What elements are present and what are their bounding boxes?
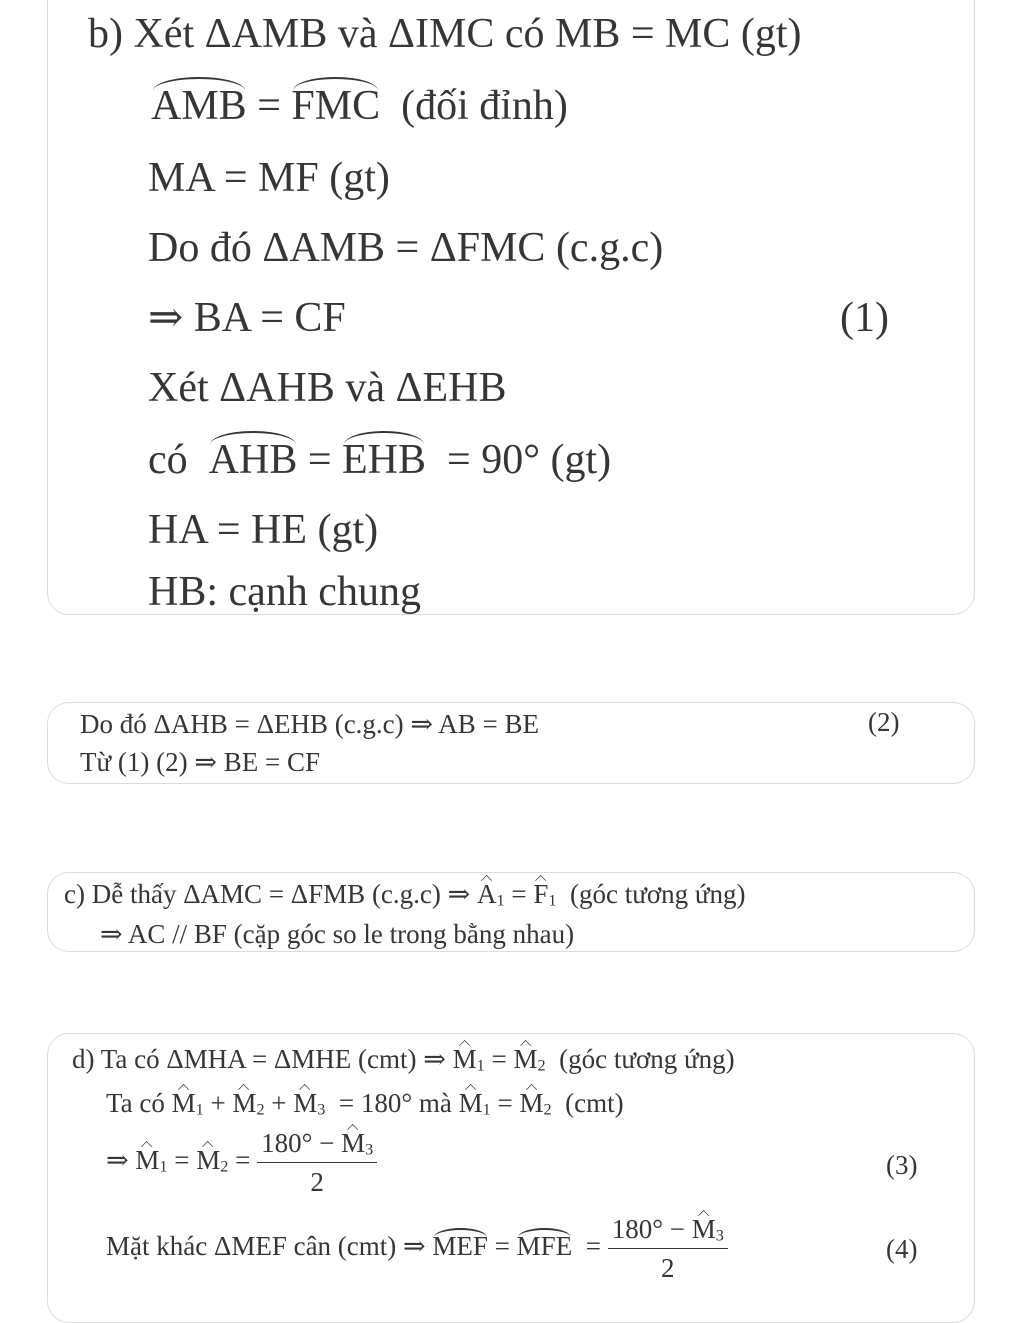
subscript: 1 [195,1100,204,1119]
right-angle-text: = 90° (gt) [426,437,612,483]
fraction-denominator: 2 [661,1252,675,1283]
part-b-line-2 [151,85,568,127]
angle-a1 [477,881,497,908]
angle-fmc: FMC [291,83,381,129]
equation-ref-3: (3) [886,1150,918,1180]
angle-m3 [293,1090,317,1117]
angle-m2 [232,1090,256,1117]
angle-m2 [519,1090,543,1117]
part-b-line-6: Xét ΔAHB và ΔEHB [148,365,507,411]
subscript: 3 [365,1140,374,1159]
solution-box-part-b [47,0,975,615]
angle-letter: M [513,1044,538,1074]
angle-ahb: AHB [208,437,298,483]
angle-letter: M [341,1128,366,1158]
subscript: 1 [476,1056,485,1075]
angle-letter: F [533,879,549,909]
angle-m2 [513,1046,537,1073]
angle-letter: A [477,879,497,909]
solution-box-part-b-conclusion [47,702,975,784]
equals-sign: = [572,1231,608,1262]
angle-ehb: EHB [342,437,427,483]
angle-amb: AMB [151,83,247,129]
equals-sign: = [297,437,343,483]
angle-mef: MEF [432,1231,488,1262]
reason-text: (góc tương ứng) [556,879,746,909]
equals-sign: = [228,1145,258,1176]
angle-letter: M [135,1145,160,1176]
angle-mfe: MFE [516,1231,573,1262]
equation-ref-2: (2) [868,707,900,737]
part-b-line-5: ⇒ BA = CF [148,295,346,341]
plus-sign: + [203,1088,233,1118]
prefix-text: Ta có [106,1088,172,1118]
part-b-line-8: HA = HE (gt) [148,507,379,553]
part-c-line-2: ⇒ AC // BF (cặp góc so le trong bằng nhau) [100,919,575,949]
part-d-line-1 [72,1046,735,1074]
part-b-statement: Xét ΔAMB và ΔIMC có MB = MC (gt) [133,11,802,57]
part-b-label: b) [88,11,123,57]
equals-sign: = [484,1044,514,1074]
angle-letter: M [293,1088,318,1118]
angle-m3 [692,1216,716,1243]
plus-sign: + [264,1088,294,1118]
equals-sign: = [246,83,292,129]
sum-text: = 180° mà [325,1088,459,1118]
angle-letter: M [691,1214,716,1244]
fraction-denominator: 2 [310,1166,324,1197]
fraction-numerator [257,1130,377,1163]
part-b-line-3: MA = MF (gt) [148,155,390,201]
part-b2-line-1: Do đó ΔAHB = ΔEHB (c.g.c) ⇒ AB = BE [80,709,540,739]
subscript: 2 [220,1157,229,1176]
equals-sign: = [167,1145,197,1176]
angle-letter: M [519,1088,544,1118]
angle-m1 [459,1090,483,1117]
prefix-text: Mặt khác ΔMEF cân (cmt) ⇒ [106,1231,433,1262]
angle-m3 [341,1130,365,1157]
subscript: 1 [548,891,557,910]
subscript: 1 [496,891,505,910]
equals-sign: = [487,1231,517,1262]
subscript: 3 [317,1100,326,1119]
angle-letter: M [196,1145,221,1176]
angle-letter: M [232,1088,257,1118]
subscript: 1 [159,1157,168,1176]
part-b-line-1 [88,13,802,55]
part-d-line-2 [106,1090,624,1118]
angle-m1 [135,1147,159,1174]
subscript: 2 [256,1100,265,1119]
angle-f1 [533,881,548,908]
reason-text: (cmt) [551,1088,624,1118]
fraction [608,1216,728,1282]
equation-ref-4: (4) [886,1234,918,1264]
part-b-line-9: HB: cạnh chung [148,569,421,615]
subscript: 2 [537,1056,546,1075]
solution-box-part-c [47,872,975,952]
reason-text: (đối đỉnh) [380,83,568,129]
subscript: 3 [715,1226,724,1245]
prefix-text: c) Dễ thấy ΔAMC = ΔFMB (c.g.c) ⇒ [64,879,478,909]
fraction [257,1130,377,1196]
equation-ref-1: (1) [840,295,889,341]
equals-sign: = [504,879,534,909]
angle-letter: M [171,1088,196,1118]
prefix-text: d) Ta có ΔMHA = ΔMHE (cmt) ⇒ [72,1044,453,1074]
part-b-line-7 [148,439,611,481]
fraction-numerator [608,1216,728,1249]
subscript: 2 [543,1100,552,1119]
subscript: 1 [482,1100,491,1119]
angle-letter: M [452,1044,477,1074]
equals-sign: = [490,1088,520,1118]
angle-m1 [453,1046,477,1073]
angle-m1 [172,1090,196,1117]
part-d-line-3 [106,1130,377,1196]
numerator-text: 180° − [261,1128,342,1158]
angle-m2 [196,1147,220,1174]
part-b2-line-2: Từ (1) (2) ⇒ BE = CF [80,747,320,777]
prefix-text: có [148,437,209,483]
reason-text: (góc tương ứng) [545,1044,735,1074]
implies-sign: ⇒ [106,1145,136,1176]
part-b-line-4: Do đó ΔAMB = ΔFMC (c.g.c) [148,225,664,271]
angle-letter: M [458,1088,483,1118]
numerator-text: 180° − [611,1214,692,1244]
part-c-line-1 [64,881,745,909]
part-d-line-4 [106,1216,728,1282]
